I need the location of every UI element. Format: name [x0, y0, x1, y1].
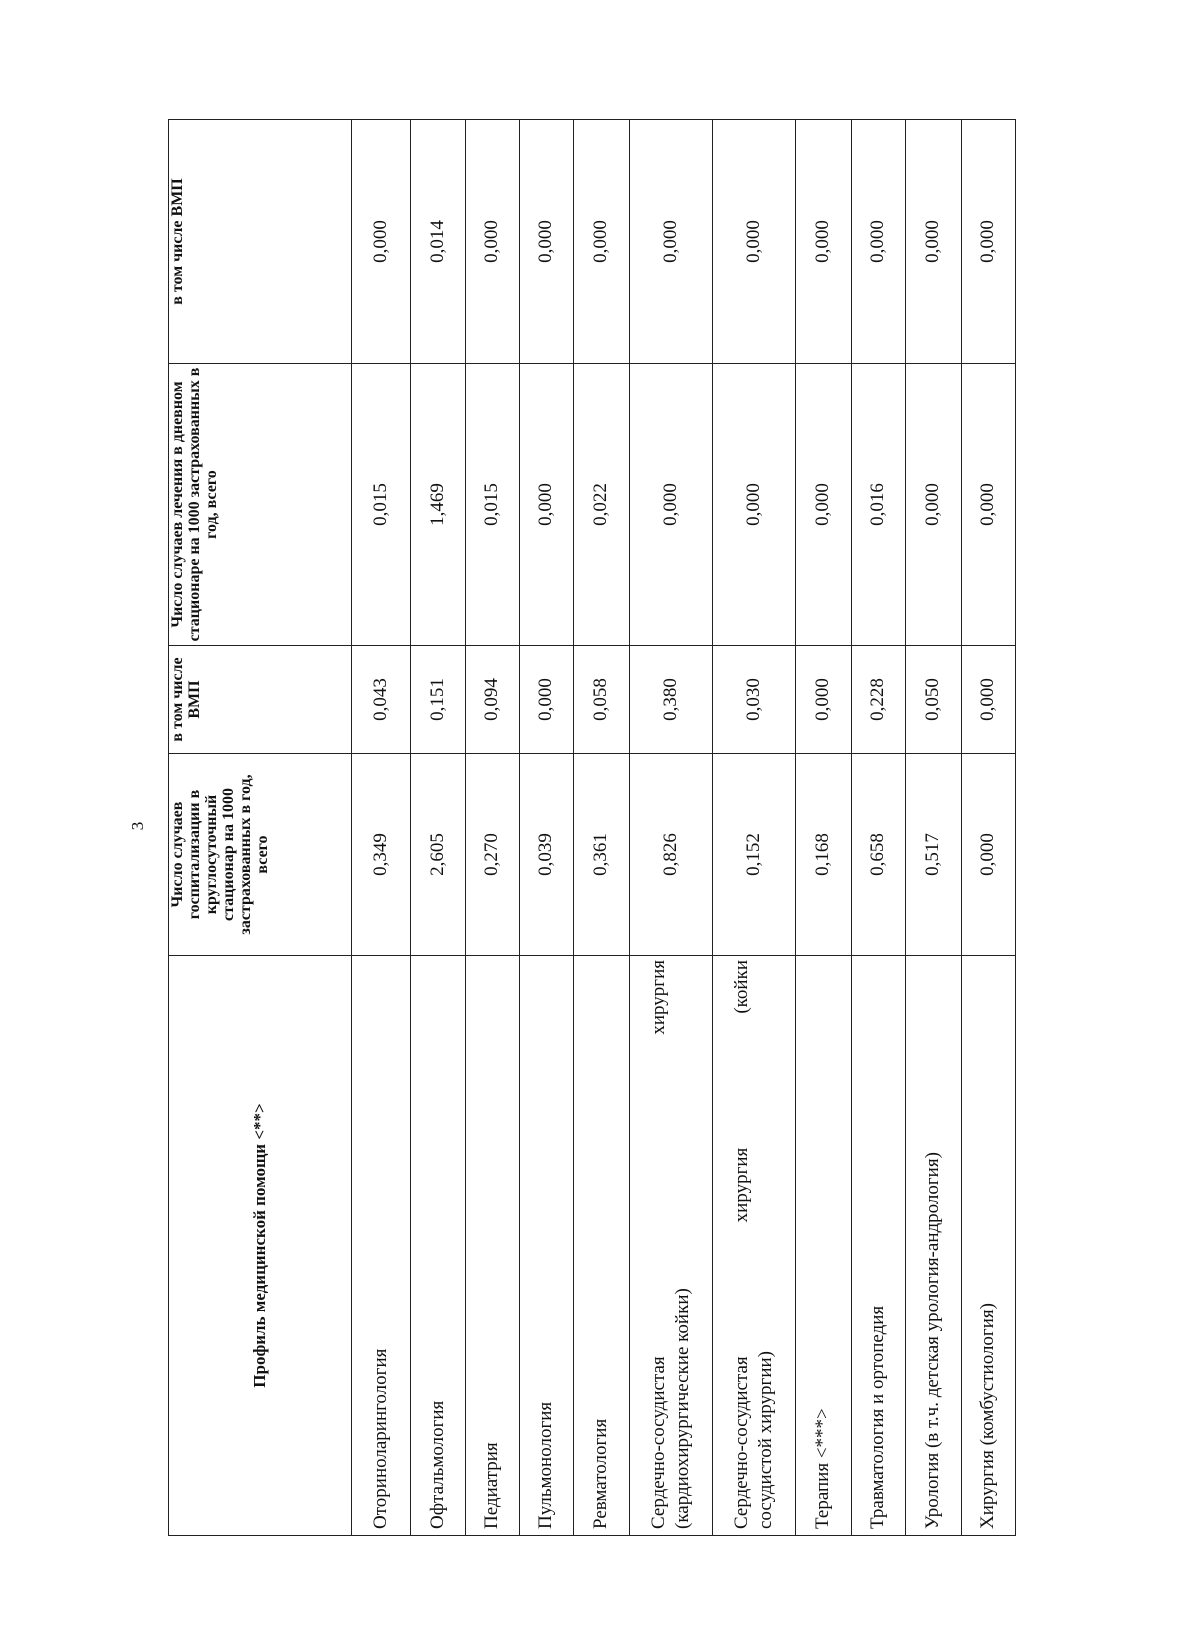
row-profile-line1	[730, 960, 754, 1529]
table-row	[905, 120, 961, 1536]
header-hosp-vmp: в том числе ВМП	[169, 646, 352, 754]
row-profile-line1	[647, 960, 671, 1529]
cell-day-vmp: 0,000	[352, 120, 411, 364]
table-row	[465, 120, 519, 1536]
cell-day-vmp: 0,000	[713, 120, 796, 364]
cell-day-total: 0,015	[465, 364, 519, 646]
header-hosp-total: Число случаев госпитализации в круглосуточный стационар на 1000 застрахованных в год, всего	[169, 754, 352, 956]
cell-hosp-vmp: 0,094	[465, 646, 519, 754]
cell-day-vmp: 0,000	[573, 120, 629, 364]
row-profile-part: хирургия	[648, 960, 669, 1035]
cell-hosp-total: 0,517	[905, 754, 961, 956]
table-row	[851, 120, 905, 1536]
table-row	[411, 120, 465, 1536]
cell-hosp-vmp: 0,000	[519, 646, 573, 754]
page-number: 3	[128, 821, 147, 831]
cell-hosp-total: 0,039	[519, 754, 573, 956]
cell-hosp-vmp: 0,043	[352, 646, 411, 754]
cell-day-vmp: 0,000	[851, 120, 905, 364]
table-row	[961, 120, 1015, 1536]
table-row	[352, 120, 411, 1536]
cell-day-total: 0,000	[519, 364, 573, 646]
cell-hosp-vmp: 0,151	[411, 646, 465, 754]
header-profile: Профиль медицинской помощи <**>	[169, 956, 352, 1536]
header-day-total: Число случаев лечения в дневном стационаре на 1000 застрахованных в год, всего	[169, 364, 352, 646]
cell-hosp-vmp: 0,000	[796, 646, 851, 754]
table-row	[796, 120, 851, 1536]
row-profile	[713, 956, 796, 1536]
cell-day-vmp: 0,000	[465, 120, 519, 364]
row-profile-part: Сердечно-сосудистая	[648, 1356, 669, 1529]
table-header-row	[169, 120, 352, 1536]
cell-hosp-total: 0,349	[352, 754, 411, 956]
cell-day-vmp: 0,000	[961, 120, 1015, 364]
row-profile-line2: сосудистой хирургии)	[755, 1350, 777, 1529]
row-profile-part: (койки	[731, 960, 753, 1014]
cell-hosp-vmp: 0,228	[851, 646, 905, 754]
hospitalization-rates-table	[168, 119, 1016, 1536]
row-profile-part: хирургия	[731, 1147, 753, 1223]
cell-hosp-total: 0,361	[573, 754, 629, 956]
cell-hosp-vmp: 0,380	[629, 646, 712, 754]
cell-day-total: 0,000	[961, 364, 1015, 646]
cell-day-total: 0,022	[573, 364, 629, 646]
row-profile: Оториноларингология	[352, 956, 411, 1536]
row-profile: Травматология и ортопедия	[851, 956, 905, 1536]
cell-hosp-total: 0,826	[629, 754, 712, 956]
row-profile	[629, 956, 712, 1536]
cell-day-vmp: 0,000	[796, 120, 851, 364]
cell-hosp-vmp: 0,030	[713, 646, 796, 754]
cell-day-vmp: 0,000	[629, 120, 712, 364]
table-row	[713, 120, 796, 1536]
cell-day-vmp: 0,014	[411, 120, 465, 364]
cell-day-total: 0,000	[905, 364, 961, 646]
cell-hosp-total: 0,000	[961, 754, 1015, 956]
table-row	[519, 120, 573, 1536]
row-profile: Урология (в т.ч. детская урология-андрология)	[905, 956, 961, 1536]
cell-hosp-total: 0,168	[796, 754, 851, 956]
cell-hosp-total: 2,605	[411, 754, 465, 956]
cell-day-total: 0,015	[352, 364, 411, 646]
table-row	[629, 120, 712, 1536]
header-day-vmp: в том числе ВМП	[169, 120, 352, 364]
row-profile: Терапия <***>	[796, 956, 851, 1536]
cell-day-vmp: 0,000	[519, 120, 573, 364]
cell-hosp-vmp: 0,050	[905, 646, 961, 754]
cell-hosp-total: 0,658	[851, 754, 905, 956]
cell-day-total: 0,000	[796, 364, 851, 646]
row-profile: Офтальмология	[411, 956, 465, 1536]
row-profile: Хирургия (комбустиология)	[961, 956, 1015, 1536]
row-profile: Ревматология	[573, 956, 629, 1536]
cell-day-vmp: 0,000	[905, 120, 961, 364]
row-profile-line2: (кардиохирургические койки)	[672, 1288, 693, 1529]
cell-hosp-vmp: 0,058	[573, 646, 629, 754]
row-profile: Педиатрия	[465, 956, 519, 1536]
row-profile-part: Сердечно-сосудистая	[731, 1356, 753, 1529]
cell-day-total: 0,000	[713, 364, 796, 646]
cell-hosp-total: 0,152	[713, 754, 796, 956]
table-row	[573, 120, 629, 1536]
cell-day-total: 0,016	[851, 364, 905, 646]
row-profile: Пульмонология	[519, 956, 573, 1536]
cell-day-total: 0,000	[629, 364, 712, 646]
rotated-table-frame	[168, 120, 1016, 1536]
cell-day-total: 1,469	[411, 364, 465, 646]
cell-hosp-vmp: 0,000	[961, 646, 1015, 754]
cell-hosp-total: 0,270	[465, 754, 519, 956]
